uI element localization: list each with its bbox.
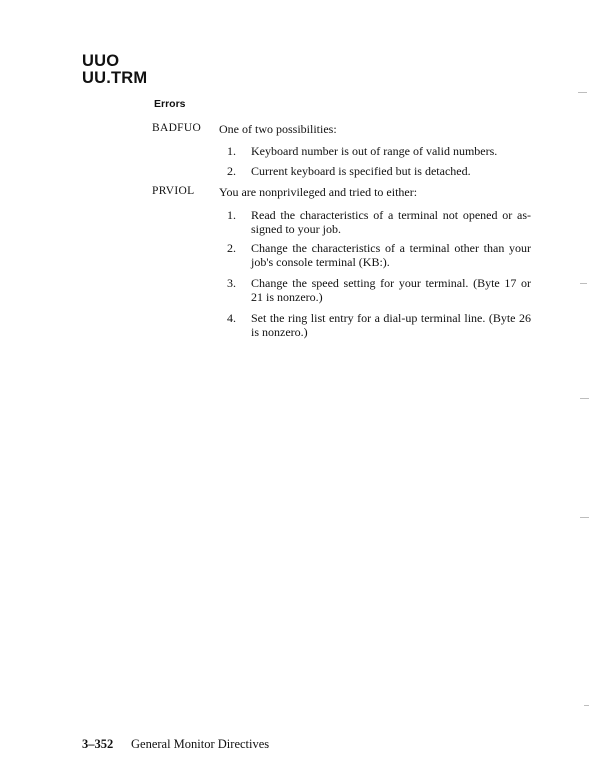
list-item-text: Keyboard number is out of range of valid numbers. — [251, 144, 498, 158]
list-item-number: 1. — [227, 208, 236, 222]
scan-mark — [580, 398, 589, 399]
list-item-number: 2. — [227, 164, 236, 178]
error-description-badfuo: One of two possibilities: — [219, 122, 337, 136]
list-item-number: 3. — [227, 276, 236, 290]
list-item-text: Current keyboard is specified but is detached. — [251, 164, 471, 178]
list-item-text: Change the characteristics of a terminal other than your job's console terminal (KB:). — [251, 241, 531, 269]
scan-mark — [578, 92, 587, 93]
error-code-prviol: PRVIOL — [152, 185, 195, 197]
error-description-prviol: You are nonprivileged and tried to either: — [219, 185, 418, 199]
list-item-number: 2. — [227, 241, 236, 255]
list-item-text: Set the ring list entry for a dial-up terminal line. (Byte 26 is nonzero.) — [251, 311, 531, 339]
section-heading-errors: Errors — [154, 98, 186, 110]
list-item-text: Read the characteristics of a terminal not opened or as- signed to your job. — [251, 208, 531, 236]
footer-page-number: 3–352 — [82, 737, 114, 751]
page-title-line2: UU.TRM — [82, 69, 148, 87]
scan-mark — [580, 517, 589, 518]
list-item-text: Change the speed setting for your terminal. (Byte 17 or 21 is nonzero.) — [251, 276, 531, 304]
list-item-number: 1. — [227, 144, 236, 158]
error-code-badfuo: BADFUO — [152, 122, 202, 134]
footer-title: General Monitor Directives — [131, 737, 270, 751]
list-item-number: 4. — [227, 311, 236, 325]
page-title-line1: UUO — [82, 52, 120, 70]
scan-mark — [584, 705, 589, 706]
scan-mark — [580, 283, 587, 284]
